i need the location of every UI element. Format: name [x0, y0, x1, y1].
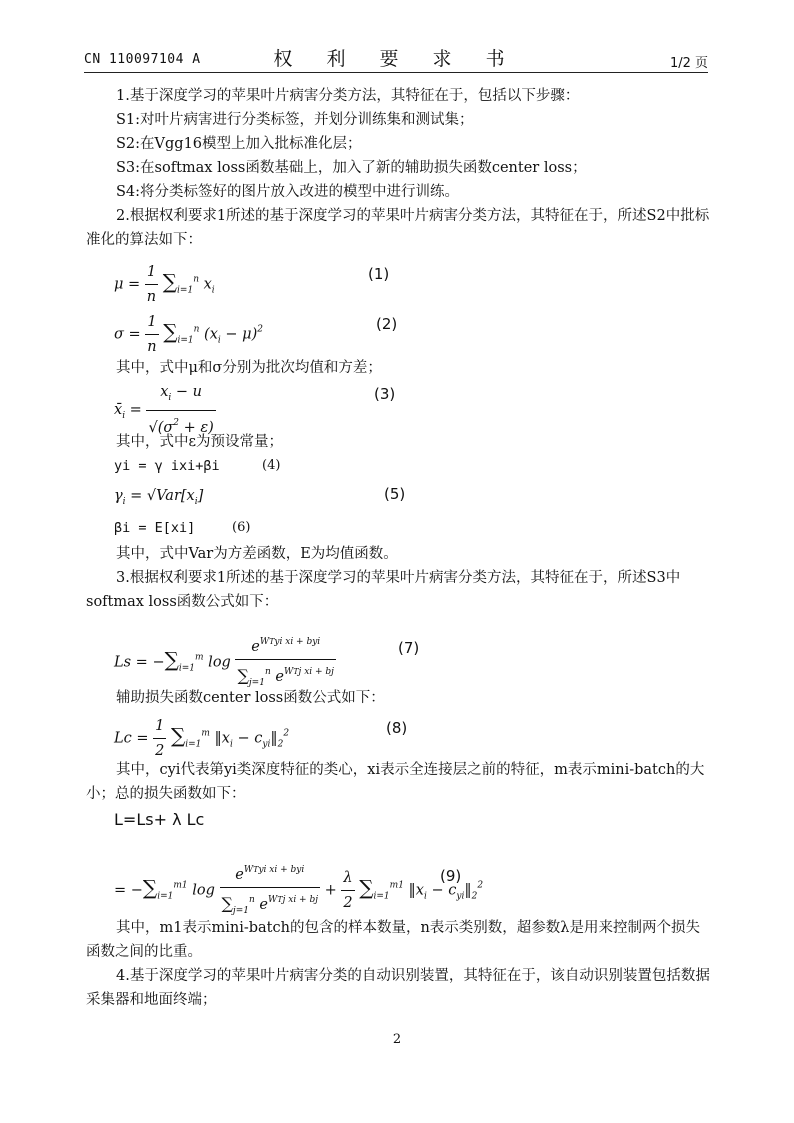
equation-7: [86, 614, 712, 686]
equation-6: [86, 516, 712, 542]
formula-gamma: $\gamma_i = √Var[x_i]$: [114, 488, 204, 507]
equation-8: [86, 710, 712, 758]
note-var: 其中，式中Var为方差函数，E为均值函数。: [116, 546, 398, 562]
equation-5: [86, 480, 712, 516]
equation-1: [86, 252, 712, 304]
claim-1-intro: 1.基于深度学习的苹果叶片病害分类方法，其特征在于，包括以下步骤：: [116, 88, 580, 104]
formula-total-loss: = $-\sum_{i=1}^{m1}$ log $\frac{e^{WTyi xi + byi}}{\sum_{j=1}^n e^{WTj xi + bj}}$ + $\frac{\lambda}{2}$ $\sum_{i=1}^{m1}$ $‖x_i$ − $c_{yi}‖_2^2$: [114, 858, 483, 923]
step-s4: S4:将分类标签好的图片放入改进的模型中进行训练。: [116, 184, 460, 200]
formula-mean: μ = $\frac{1}{n}$ $\sum_{i=1}^n$ $x_i$: [114, 260, 215, 309]
formula-softmax-loss: $Ls = -\sum_{i=1}^m$ log $\frac{e^{WTyi xi + byi}}{\sum_{j=1}^n e^{WTj xi + bj}}$: [114, 630, 336, 695]
claim-2-intro: 2.根据权利要求1所述的基于深度学习的苹果叶片病害分类方法，其特征在于，所述S2中批标准化的算法如下：: [86, 208, 710, 248]
formula-beta: βi = E[xi]: [114, 520, 196, 536]
equation-number: (1): [368, 265, 390, 283]
equation-4: [86, 454, 712, 480]
note-center: 其中，cyi代表第yi类深度特征的类心，xi表示全连接层之前的特征，m表示mini-batch的大小；总的损失函数如下：: [86, 762, 705, 802]
aux-loss-intro: 辅助损失函数center loss函数公式如下：: [116, 690, 385, 706]
equation-2: [86, 304, 712, 356]
equation-number: (8): [386, 719, 408, 737]
equation-number: (2): [376, 315, 398, 333]
page-number: 2: [392, 1032, 402, 1047]
document-title: 权 利 要 求 书: [273, 48, 519, 70]
equation-number: (7): [398, 639, 420, 657]
claim-3-intro: 3.根据权利要求1所述的基于深度学习的苹果叶片病害分类方法，其特征在于，所述S3中softmax loss函数公式如下：: [86, 570, 681, 610]
formula-normalize: $x̄_i$ = $\frac{x_i - u}{√(\sigma^2 + \varepsilon)}$: [114, 380, 216, 440]
step-s1: S1:对叶片病害进行分类标签，并划分训练集和测试集；: [116, 112, 474, 128]
note-mu-sigma: 其中，式中μ和σ分别为批次均值和方差；: [116, 360, 382, 376]
claim-4-intro: 4.基于深度学习的苹果叶片病害分类的自动识别装置，其特征在于，该自动识别装置包括数据采集器和地面终端；: [86, 968, 710, 1008]
claims-body: [86, 84, 712, 1012]
publication-number: CN 110097104 A: [84, 52, 201, 67]
total-loss: L=Ls+ λ Lc: [114, 810, 205, 829]
step-s3: S3:在softmax loss函数基础上，加入了新的辅助损失函数center loss；: [116, 160, 587, 176]
equation-number: (5): [384, 485, 406, 503]
step-s2: S2:在Vgg16模型上加入批标准化层；: [116, 136, 362, 152]
equation-number: (6): [232, 520, 251, 535]
equation-9: [86, 834, 712, 916]
page-label: 1/2 页: [669, 56, 708, 71]
formula-variance: σ = $\frac{1}{n}$ $\sum_{i=1}^n$ $(x_i - \mu)^2$: [114, 310, 263, 359]
total-loss-line: [86, 806, 712, 834]
formula-scale-shift: yi = γ ixi+βi: [114, 458, 220, 474]
equation-number: (9): [440, 867, 462, 885]
note-m1: 其中，m1表示mini-batch的包含的样本数量，n表示类别数，超参数λ是用来控制两个损失函数之间的比重。: [86, 920, 700, 960]
header-divider: [84, 72, 708, 73]
equation-number: (4): [262, 458, 281, 473]
page-header: [84, 44, 708, 70]
note-epsilon: 其中，式中ε为预设常量；: [116, 434, 284, 450]
formula-center-loss: Lc = $\frac{1}{2}$ $\sum_{i=1}^m$ $‖x_i$ − $c_{yi}‖_2^2$: [114, 714, 289, 763]
equation-number: (3): [374, 385, 396, 403]
equation-3: [86, 380, 712, 436]
